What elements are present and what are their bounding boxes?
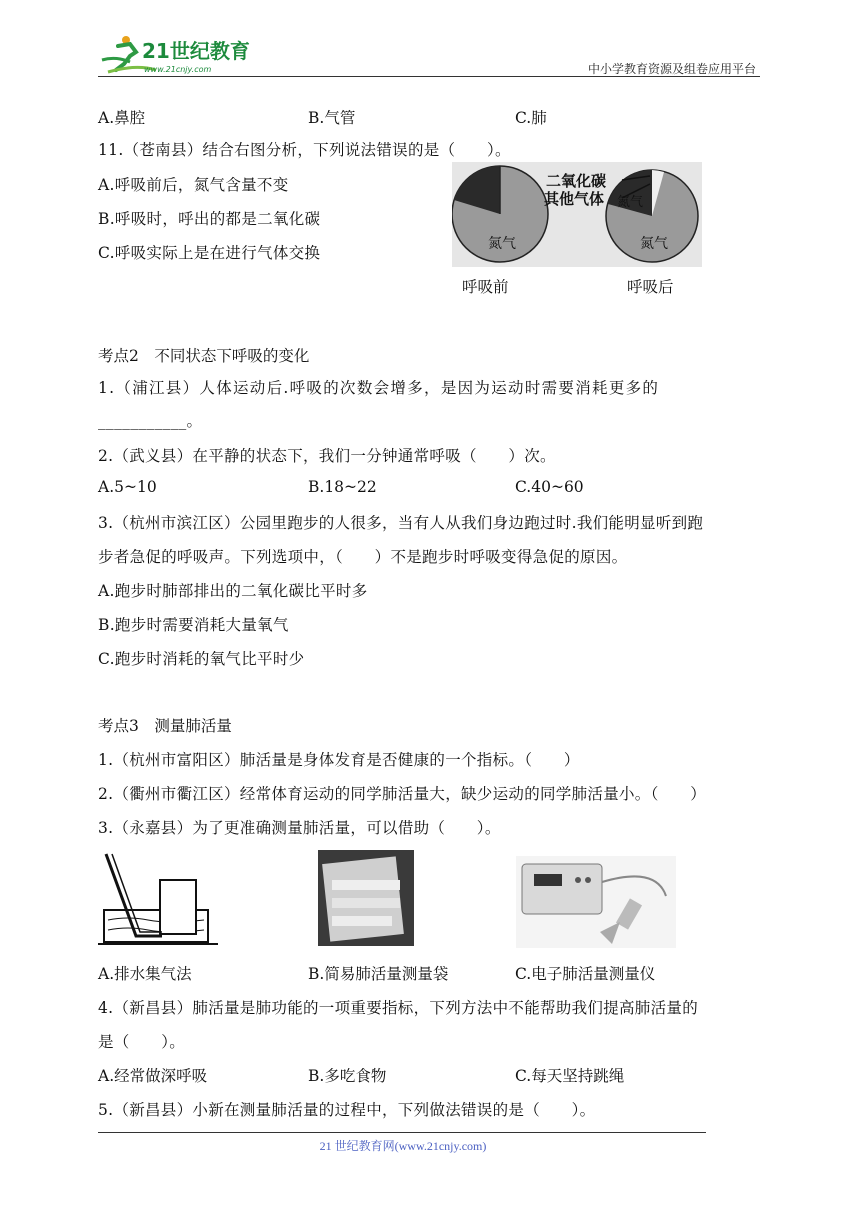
water-displacement-image (98, 852, 218, 948)
platform-name: 中小学教育资源及组卷应用平台 (587, 62, 756, 76)
s2-q1: 1.（浦江县）人体运动后.呼吸的次数会增多，是因为运动时需要消耗更多的 (98, 379, 660, 397)
s2-q3-cont: 步者急促的呼吸声。下列选项中，（ ）不是跑步时呼吸变得急促的原因。 (98, 548, 628, 566)
s3-q4-cont: 是（ ）。 (98, 1033, 186, 1051)
s3-q3-option-c: C.电子肺活量测量仪 (515, 965, 656, 983)
s3-q4-option-c: C.每天坚持跳绳 (515, 1067, 625, 1085)
q11-option-b: B.呼吸时，呼出的都是二氧化碳 (98, 210, 321, 228)
s3-q3: 3.（永嘉县）为了更准确测量肺活量，可以借助（ ）。 (98, 819, 501, 837)
s2-q2-option-c: C.40~60 (515, 478, 584, 496)
breathing-pie-figure (452, 162, 702, 267)
s2-q3-option-c: C.跑步时消耗的氧气比平时少 (98, 650, 305, 668)
q10-option-c: C.肺 (515, 109, 547, 127)
s3-q3-option-a: A.排水集气法 (98, 965, 192, 983)
pie-before-nitrogen-label: 氮气 (488, 236, 516, 252)
s2-q2-option-a: A.5~10 (98, 478, 157, 496)
q11-stem: 11.（苍南县）结合右图分析，下列说法错误的是（ ）。 (98, 141, 511, 159)
q11-option-a: A.呼吸前后，氮气含量不变 (98, 176, 289, 194)
svg-text:21世纪教育: 21世纪教育 (142, 39, 250, 63)
lung-bag-image (318, 850, 414, 946)
caption-before: 呼吸前 (462, 278, 509, 296)
s2-q2: 2.（武义县）在平静的状态下，我们一分钟通常呼吸（ ）次。 (98, 447, 556, 465)
s3-q3-option-b: B.简易肺活量测量袋 (308, 965, 449, 983)
footer-text[interactable]: 21 世纪教育网(www.21cnjy.com) (319, 1139, 487, 1153)
section3-title: 考点3 测量肺活量 (98, 717, 232, 735)
footer-divider (98, 1132, 706, 1133)
q11-option-c: C.呼吸实际上是在进行气体交换 (98, 244, 321, 262)
s3-q4-option-b: B.多吃食物 (308, 1067, 387, 1085)
header-divider (98, 76, 760, 77)
s3-q5: 5.（新昌县）小新在测量肺活量的过程中，下列做法错误的是（ ）。 (98, 1101, 596, 1119)
s3-q1: 1.（杭州市富阳区）肺活量是身体发育是否健康的一个指标。（ ） (98, 751, 580, 769)
s2-q2-option-b: B.18~22 (308, 478, 377, 496)
co2-label: 二氧化碳 (546, 172, 607, 190)
section2-title: 考点2 不同状态下呼吸的变化 (98, 347, 310, 365)
other-gas-label: 其他气体 (544, 190, 605, 208)
pie-after-nitrogen-label: 氮气 (640, 236, 668, 252)
q10-option-b: B.气管 (308, 109, 356, 127)
q10-option-a: A.鼻腔 (98, 109, 146, 127)
caption-after: 呼吸后 (627, 278, 674, 296)
s3-q2: 2.（衢州市衢江区）经常体育运动的同学肺活量大，缺少运动的同学肺活量小。（ ） (98, 785, 707, 803)
s2-q3-option-a: A.跑步时肺部排出的二氧化碳比平时多 (98, 582, 368, 600)
pie-after-nitrogen-small-label: 氮气 (617, 195, 644, 210)
s3-q4-option-a: A.经常做深呼吸 (98, 1067, 208, 1085)
s2-q1-blank: ___________。 (98, 412, 203, 430)
s2-q3: 3.（杭州市滨江区）公园里跑步的人很多，当有人从我们身边跑过时.我们能明显听到跑 (98, 514, 704, 532)
site-logo (96, 30, 266, 78)
s3-q4: 4.（新昌县）肺活量是肺功能的一项重要指标，下列方法中不能帮助我们提高肺活量的 (98, 999, 698, 1017)
svg-text:www.21cnjy.com: www.21cnjy.com (144, 65, 212, 74)
s2-q3-option-b: B.跑步时需要消耗大量氧气 (98, 616, 289, 634)
spirometer-image (516, 856, 676, 948)
